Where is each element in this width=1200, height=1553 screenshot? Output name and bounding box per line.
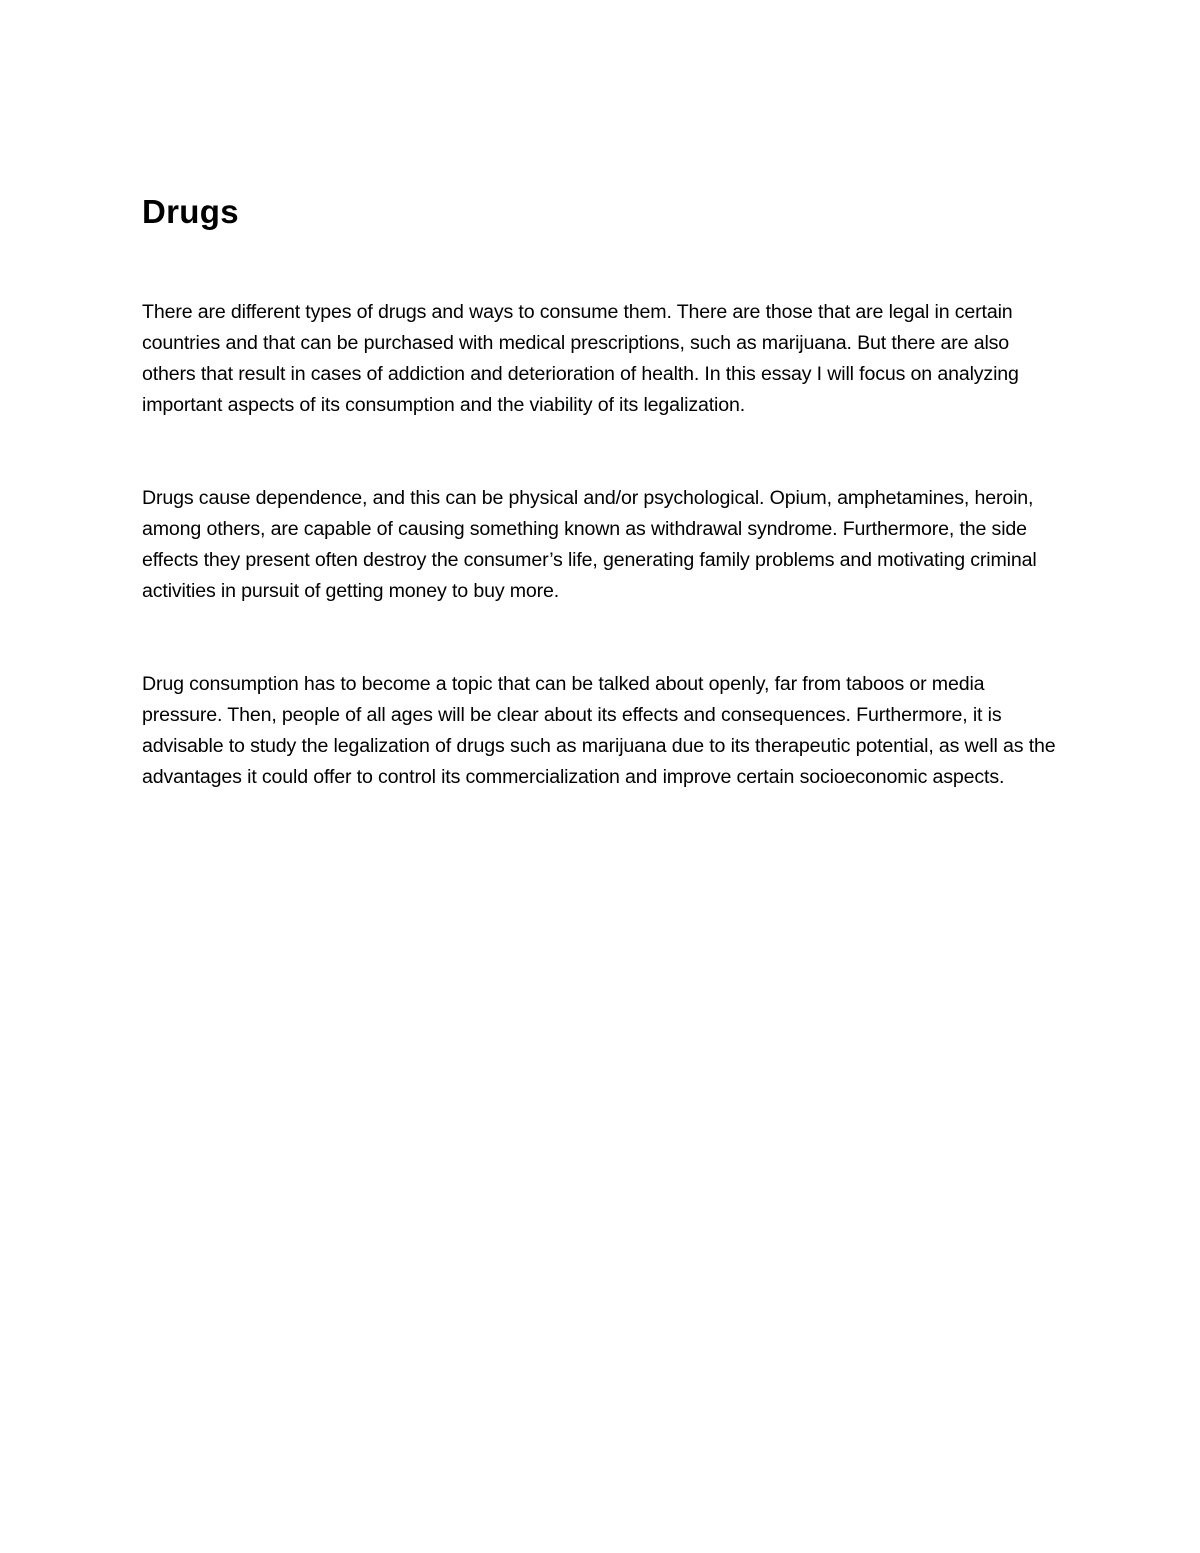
document-title: Drugs (142, 193, 239, 230)
paragraph-conclusion: Drug consumption has to become a topic that can be talked about openly, far from taboos or media pressure. Then, people of all ages will be clear about its effects and consequences. Furthermore, it is advisable to study the legalization of drugs such as marijuana due to its therapeutic potential, as well as the advantages it could offer to control its commercialization and improve certain socioeconomic aspects. (142, 673, 1056, 788)
paragraph-introduction: There are different types of drugs and ways to consume them. There are those that are legal in certain countries and that can be purchased with medical prescriptions, such as marijuana. But there are also others that result in cases of addiction and deterioration of health. In this essay I will focus on analyzing important aspects of its consumption and the viability of its legalization. (142, 301, 1019, 416)
paragraph-dependence: Drugs cause dependence, and this can be physical and/or psychological. Opium, amphetamines, heroin, among others, are capable of causing something known as withdrawal syndrome. Furthermore, the side effects they present often destroy the consumer’s life, generating family problems and motivating criminal activities in pursuit of getting money to buy more. (142, 487, 1037, 602)
